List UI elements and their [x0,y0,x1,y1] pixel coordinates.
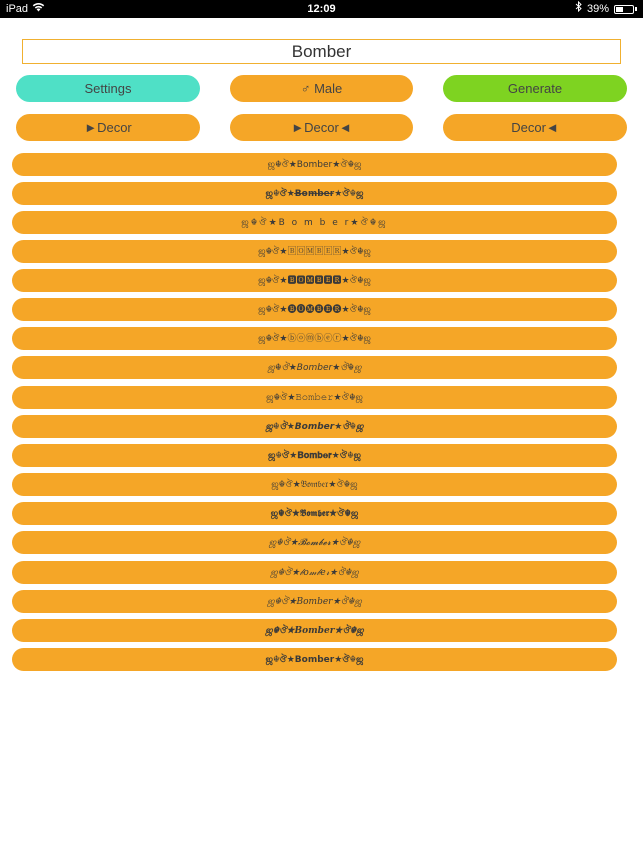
result-row-16[interactable] [12,590,617,613]
decor-both-button[interactable]: ►Decor◄ [230,114,413,141]
result-text: ஜ☬ঔ★𝗕𝗼𝗺𝗯𝗲𝗿★ঔ☬ஜ [265,655,364,665]
status-bar [0,0,643,18]
result-row-1[interactable] [12,153,617,176]
result-text: ஜ☬ঔ★𝘽𝙤𝙢𝙗𝙚𝙧★ঔ☬ஜ [265,422,364,432]
gender-button[interactable]: ♂ Male [230,75,413,102]
result-text: ஜ☬ঔ★𝐁𝐨𝐦𝐛𝐞𝐫★ঔ☬ஜ [268,451,361,461]
result-text: ஜ☬ঔ★🅱🅾🅼🅱🅴🆁★ঔ☬ஜ [258,276,371,286]
result-row-5[interactable] [12,269,617,292]
result-row-9[interactable] [12,386,617,409]
result-text: ஜ☬ঔ★𝐵𝑜𝑚𝑏𝑒𝑟★ঔ☬ஜ [267,597,362,607]
result-text: ஜ☬ঔ★𝔅𝔬𝔪𝔟𝔢𝔯★ঔ☬ஜ [271,480,358,490]
decor-left-button[interactable]: ►Decor [16,114,200,141]
status-right [575,0,637,18]
device-name: iPad [6,3,29,15]
battery-icon [614,5,634,14]
decor-right-button[interactable]: Decor◄ [443,114,627,141]
battery-percent: 39% [586,3,609,15]
result-row-4[interactable] [12,240,617,263]
result-text: ஜ☬ঔ★𝓑𝓸𝓶𝓫𝓮𝓻★ঔ☬ஜ [268,538,361,548]
bluetooth-icon [575,0,582,18]
result-row-2[interactable] [12,182,617,205]
result-text: ஜ☬ঔ★ⓑⓞⓜⓑⓔⓡ★ঔ☬ஜ [258,334,371,344]
result-text: ஜ☬ঔ★𝕭𝖔𝖒𝖇𝖊𝖗★ঔ☬ஜ [270,509,359,519]
status-time: 12:09 [307,3,336,15]
result-text: ஜ☬ঔ★B o m b e r★ঔ☬ஜ [241,218,388,228]
result-text: ஜ☬ঔ★𝑩𝒐𝒎𝒃𝒆𝒓★ঔ☬ஜ [265,626,364,636]
battery-nub [635,7,637,11]
result-row-12[interactable] [12,473,617,496]
result-row-6[interactable] [12,298,617,321]
result-text: ஜ☬ঔ★Bomber★ঔ☬ஜ [267,160,362,170]
result-row-17[interactable] [12,619,617,642]
result-text: ஜ☬ঔ★𝒷𝑜𝓂𝒷𝑒𝓇★ঔ☬ஜ [270,568,359,578]
result-row-13[interactable] [12,502,617,525]
result-text: ஜ☬ঔ★B̶o̶m̶b̶e̶r̶★ঔ☬ஜ [265,189,364,199]
result-text: ஜ☬ঔ★🄱🄾🄼🄱🄴🅁★ঔ☬ஜ [258,247,371,257]
settings-button[interactable]: Settings [16,75,200,102]
result-row-3[interactable] [12,211,617,234]
result-text: ஜ☬ঔ★🅑🅞🅜🅑🅔🅡★ঔ☬ஜ [258,305,371,315]
result-row-18[interactable] [12,648,617,671]
result-row-14[interactable] [12,531,617,554]
generate-button[interactable]: Generate [443,75,627,102]
result-text: ஜ☬ঔ★𝙱𝚘𝚖𝚋𝚎𝚛★ঔ☬ஜ [266,393,363,403]
result-row-15[interactable] [12,561,617,584]
result-text: ஜ☬ঔ★𝘉𝘰𝘮𝘣𝘦𝘳★ঔ☬ஜ [267,363,362,373]
result-row-8[interactable] [12,356,617,379]
name-input[interactable] [22,39,621,64]
result-row-7[interactable] [12,327,617,350]
result-row-11[interactable] [12,444,617,467]
result-row-10[interactable] [12,415,617,438]
